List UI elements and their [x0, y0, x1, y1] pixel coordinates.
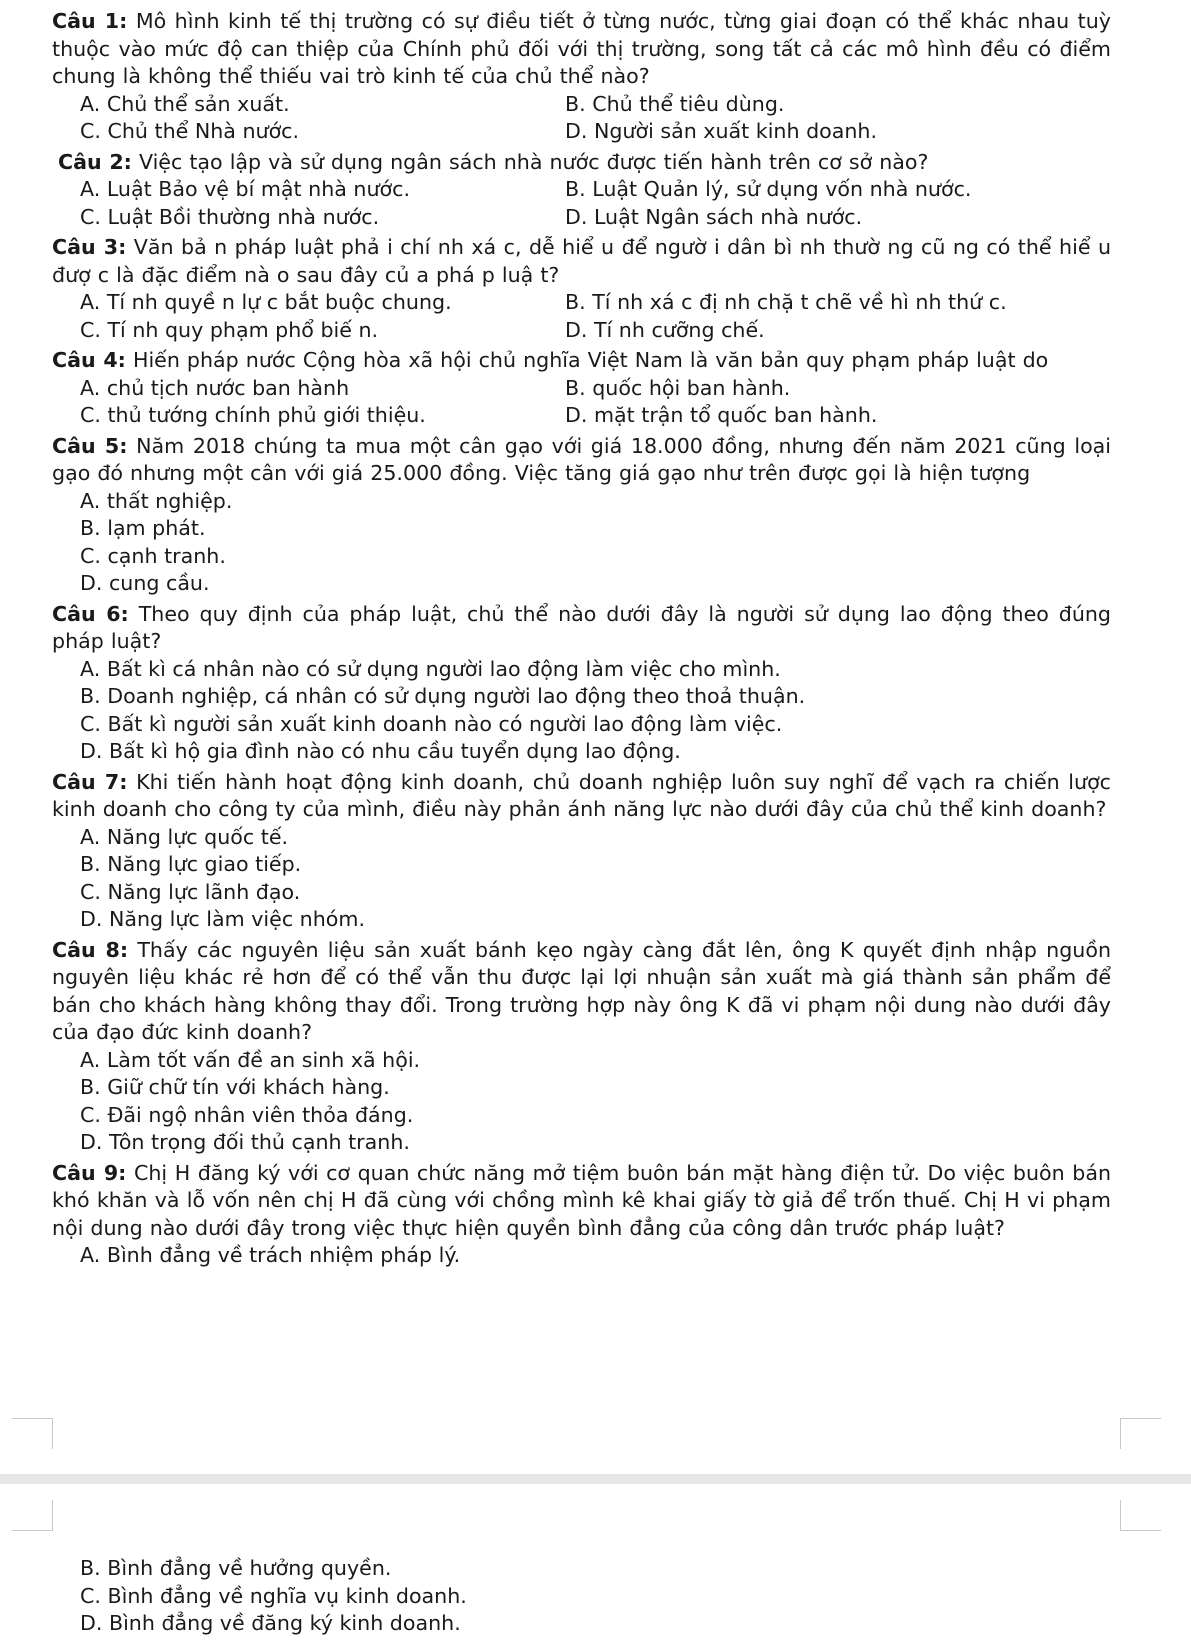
- question-label: Câu 5:: [52, 433, 128, 458]
- question-1: [52, 8, 1111, 91]
- question-2: [58, 149, 1111, 177]
- option-d: D. Tí nh cưỡng chế.: [565, 317, 765, 342]
- option-c: C. Luật Bồi thường nhà nước.: [80, 204, 380, 229]
- question-label: Câu 4:: [52, 348, 126, 372]
- option-a: A. Chủ thể sản xuất.: [80, 91, 290, 116]
- option-b: B. lạm phát.: [80, 516, 206, 540]
- option-c: C. Bình đẳng về nghĩa vụ kinh doanh.: [80, 1583, 467, 1608]
- option-a: A. Luật Bảo vệ bí mật nhà nước.: [80, 177, 411, 201]
- question-label: Câu 8:: [52, 937, 129, 962]
- question-5: [52, 433, 1111, 488]
- question-text: Theo quy định của pháp luật, chủ thể nào dưới đây là người sử dụng lao động theo đúng pháp luật?: [52, 601, 1112, 653]
- question-text: Mô hình kinh tế thị trường có sự điều tiết ở từng nước, từng giai đoạn có thể khác nhau tuỳ thuộc vào mức độ can thiệp của Chính phủ đối với thị trường, song tất cả các mô hình đều có điểm chung là không thể thiếu vai trò kinh tế của chủ thể nào?: [52, 9, 1111, 88]
- question-label: Câu 1:: [52, 9, 128, 33]
- page-corner-mark: [1120, 1500, 1161, 1531]
- option-c: C. Chủ thể Nhà nước.: [80, 119, 300, 143]
- question-9: [52, 1160, 1111, 1243]
- question-7-options: [80, 824, 1191, 934]
- option-c: C. thủ tướng chính phủ giới thiệu.: [80, 403, 426, 427]
- option-b: B. Doanh nghiệp, cá nhân có sử dụng người lao động theo thoả thuận.: [80, 684, 806, 708]
- option-c: C. cạnh tranh.: [80, 543, 226, 568]
- page-corner-mark: [12, 1500, 53, 1531]
- question-label: Câu 3:: [52, 235, 127, 259]
- question-text: Chị H đăng ký với cơ quan chức năng mở tiệm buôn bán mặt hàng điện tử. Do việc buôn bán khó khăn và lỗ vốn nên chị H đã cùng với chồng mình kê khai giấy tờ giả để trốn thuế. Chị H vi phạm nội dung nào dưới đây trong việc thực hiện quyền bình đẳng của công dân trước pháp luật?: [52, 1160, 1112, 1240]
- question-label: Câu 6:: [52, 601, 129, 626]
- question-8-options: [80, 1047, 1191, 1157]
- question-text: Khi tiến hành hoạt động kinh doanh, chủ doanh nghiệp luôn suy nghĩ để vạch ra chiến lược kinh doanh cho công ty của mình, điều này phản ánh năng lực nào dưới đây của chủ thể kinh doanh?: [52, 769, 1112, 821]
- option-d: D. Luật Ngân sách nhà nước.: [565, 204, 863, 229]
- question-label: Câu 7:: [52, 769, 128, 794]
- question-text: Thấy các nguyên liệu sản xuất bánh kẹo ngày càng đắt lên, ông K quyết định nhập nguồn nguyên liệu khác rẻ hơn để có thể vẫn thu được lại lợi nhuận sản xuất mà giá thành sản phẩm để bán cho khách hàng không thay đổi. Trong trường hợp này ông K đã vi phạm nội dung nào dưới đây của đạo đức kinh doanh?: [52, 937, 1112, 1044]
- option-a: A. Năng lực quốc tế.: [80, 824, 289, 849]
- document-page-2: [0, 1555, 1191, 1638]
- option-b: B. Bình đẳng về hưởng quyền.: [80, 1556, 392, 1580]
- option-b: B. Chủ thể tiêu dùng.: [565, 91, 785, 116]
- option-d: D. Năng lực làm việc nhóm.: [80, 907, 365, 931]
- question-4: [52, 347, 1111, 375]
- option-c: C. Bất kì người sản xuất kinh doanh nào có người lao động làm việc.: [80, 711, 783, 736]
- question-text: Việc tạo lập và sử dụng ngân sách nhà nước được tiến hành trên cơ sở nào?: [138, 149, 929, 174]
- question-8: [52, 937, 1111, 1047]
- option-a: A. Bình đẳng về trách nhiệm pháp lý.: [80, 1243, 461, 1267]
- option-d: D. Người sản xuất kinh doanh.: [565, 119, 878, 143]
- option-b: B. Giữ chữ tín với khách hàng.: [80, 1075, 390, 1099]
- question-7: [52, 769, 1111, 824]
- question-label: Câu 9:: [52, 1160, 127, 1185]
- option-a: A. thất nghiệp.: [80, 488, 233, 513]
- question-text: Hiến pháp nước Cộng hòa xã hội chủ nghĩa Việt Nam là văn bản quy phạm pháp luật do: [132, 348, 1049, 372]
- option-d: D. Tôn trọng đối thủ cạnh tranh.: [80, 1130, 410, 1154]
- question-3: [52, 234, 1111, 289]
- option-b: B. Tí nh xá c đị nh chặ t chẽ về hì nh thứ c.: [565, 290, 1007, 314]
- option-a: A. Bất kì cá nhân nào có sử dụng người lao động làm việc cho mình.: [80, 656, 781, 681]
- question-text: Năm 2018 chúng ta mua một cân gạo với giá 18.000 đồng, nhưng đến năm 2021 cũng loại gạo đó nhưng một cân với giá 25.000 đồng. Việc tăng giá gạo như trên được gọi là hiện tượng: [52, 433, 1112, 485]
- option-c: C. Tí nh quy phạm phổ biế n.: [80, 317, 379, 342]
- page-corner-mark: [12, 1418, 53, 1449]
- question-text: Văn bả n pháp luật phả i chí nh xá c, dễ hiể u để ngườ i dân bì nh thườ ng cũ ng có thể hiể u đượ c là đặc điểm nà o sau đây củ a phá p luậ t?: [52, 235, 1112, 287]
- question-4-options: [80, 375, 1191, 430]
- option-c: C. Năng lực lãnh đạo.: [80, 879, 301, 904]
- page-separator: [0, 1474, 1191, 1484]
- question-9-options-part1: [80, 1242, 1191, 1270]
- option-b: B. Năng lực giao tiếp.: [80, 852, 302, 876]
- option-a: A. chủ tịch nước ban hành: [80, 375, 350, 400]
- option-d: D. mặt trận tổ quốc ban hành.: [565, 403, 878, 427]
- page-corner-mark: [1120, 1418, 1161, 1449]
- option-b: B. Luật Quản lý, sử dụng vốn nhà nước.: [565, 177, 972, 201]
- question-6-options: [80, 656, 1191, 766]
- option-d: D. cung cầu.: [80, 571, 210, 595]
- question-9-options-part2: [80, 1555, 1191, 1638]
- question-5-options: [80, 488, 1191, 598]
- question-3-options: [80, 289, 1191, 344]
- option-b: B. quốc hội ban hành.: [565, 375, 791, 400]
- option-a: A. Làm tốt vấn đề an sinh xã hội.: [80, 1047, 421, 1072]
- option-c: C. Đãi ngộ nhân viên thỏa đáng.: [80, 1102, 414, 1127]
- question-2-options: [80, 176, 1191, 231]
- question-6: [52, 601, 1111, 656]
- question-1-options: [80, 91, 1191, 146]
- question-label: Câu 2:: [58, 149, 132, 174]
- option-a: A. Tí nh quyề n lự c bắt buộc chung.: [80, 290, 452, 314]
- option-d: D. Bình đẳng về đăng ký kinh doanh.: [80, 1611, 461, 1635]
- option-d: D. Bất kì hộ gia đình nào có nhu cầu tuyển dụng lao động.: [80, 739, 681, 763]
